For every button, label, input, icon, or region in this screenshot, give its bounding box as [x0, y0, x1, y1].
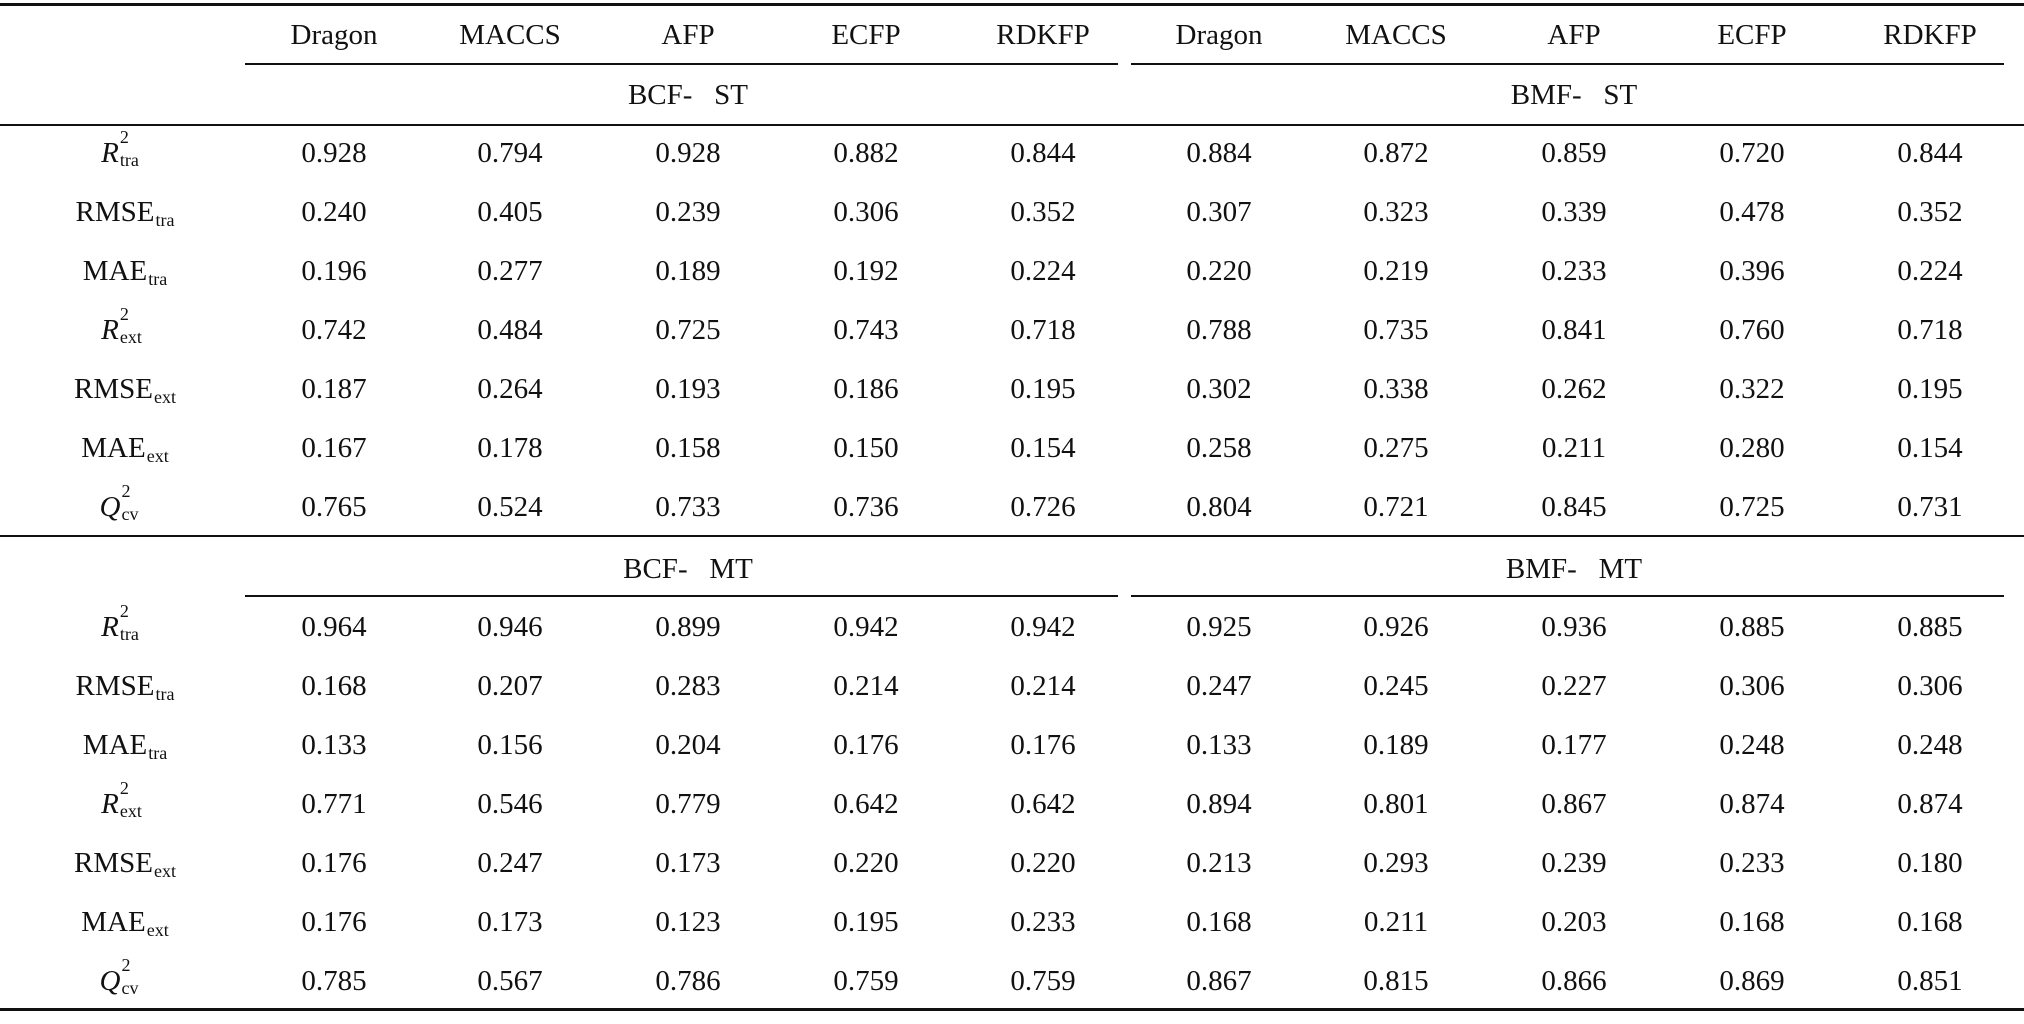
value-cell: 0.845 — [1541, 490, 1607, 523]
metric-scripts — [119, 600, 149, 644]
value-cell: 0.193 — [655, 372, 721, 405]
value-cell: 0.211 — [1541, 431, 1607, 464]
column-header: Dragon — [290, 18, 378, 51]
value-cell: 0.567 — [477, 964, 543, 997]
value-cell: 0.928 — [655, 136, 721, 169]
value-cell: 0.189 — [1363, 728, 1429, 761]
value-cell: 0.133 — [301, 728, 367, 761]
metric-scripts — [120, 480, 150, 524]
value-cell: 0.405 — [477, 195, 543, 228]
value-cell: 0.352 — [1010, 195, 1076, 228]
metric-subscript: tra — [155, 209, 175, 230]
value-cell: 0.306 — [1897, 669, 1963, 702]
group-rule-left — [245, 595, 1118, 597]
metric-symbol: R — [101, 610, 119, 643]
metric-scripts — [119, 303, 149, 347]
value-cell: 0.338 — [1363, 372, 1429, 405]
value-cell: 0.306 — [1719, 669, 1785, 702]
value-cell: 0.302 — [1186, 372, 1252, 405]
value-cell: 0.133 — [1186, 728, 1252, 761]
metric-label — [10, 423, 240, 473]
value-cell: 0.794 — [477, 136, 543, 169]
metric-superscript: 2 — [121, 480, 131, 501]
column-header: RDKFP — [1883, 18, 1977, 51]
value-cell: 0.123 — [655, 905, 721, 938]
value-cell: 0.936 — [1541, 610, 1607, 643]
value-cell: 0.322 — [1719, 372, 1785, 405]
value-cell: 0.150 — [833, 431, 899, 464]
metric-superscript: 2 — [119, 303, 129, 324]
group-rule-right — [1131, 595, 2004, 597]
value-cell: 0.195 — [1897, 372, 1963, 405]
metric-label — [10, 897, 240, 947]
value-cell: 0.233 — [1010, 905, 1076, 938]
section-rule — [0, 124, 2024, 126]
metric-superscript: 2 — [119, 600, 129, 621]
value-cell: 0.720 — [1719, 136, 1785, 169]
top-rule — [0, 3, 2024, 6]
metric-label — [10, 128, 240, 178]
value-cell: 0.841 — [1541, 313, 1607, 346]
value-cell: 0.736 — [833, 490, 899, 523]
group-label: BCF- MT — [623, 552, 753, 585]
column-header: AFP — [661, 18, 715, 51]
metric-superscript: 2 — [119, 126, 129, 147]
column-header: RDKFP — [996, 18, 1090, 51]
metric-symbol: Q — [99, 490, 121, 523]
value-cell: 0.779 — [655, 787, 721, 820]
value-cell: 0.760 — [1719, 313, 1785, 346]
value-cell: 0.844 — [1897, 136, 1963, 169]
metric-subscript: cv — [121, 503, 139, 524]
value-cell: 0.168 — [1897, 905, 1963, 938]
metric-symbol: MAE — [82, 254, 148, 287]
metric-superscript: 2 — [121, 954, 131, 975]
metric-subscript: tra — [155, 683, 175, 704]
value-cell: 0.859 — [1541, 136, 1607, 169]
value-cell: 0.168 — [1719, 905, 1785, 938]
value-cell: 0.280 — [1719, 431, 1785, 464]
metric-symbol: Q — [99, 964, 121, 997]
value-cell: 0.765 — [301, 490, 367, 523]
metric-subscript: ext — [146, 445, 169, 466]
metric-label — [10, 187, 240, 237]
value-cell: 0.189 — [655, 254, 721, 287]
value-cell: 0.788 — [1186, 313, 1252, 346]
value-cell: 0.211 — [1363, 905, 1429, 938]
metric-scripts — [119, 777, 149, 821]
value-cell: 0.203 — [1541, 905, 1607, 938]
value-cell: 0.245 — [1363, 669, 1429, 702]
value-cell: 0.731 — [1897, 490, 1963, 523]
value-cell: 0.239 — [655, 195, 721, 228]
value-cell: 0.239 — [1541, 846, 1607, 879]
value-cell: 0.946 — [477, 610, 543, 643]
value-cell: 0.885 — [1719, 610, 1785, 643]
section-divider-rule — [0, 535, 2024, 537]
metric-label — [10, 482, 240, 532]
value-cell: 0.283 — [655, 669, 721, 702]
column-header: ECFP — [831, 18, 901, 51]
value-cell: 0.306 — [833, 195, 899, 228]
value-cell: 0.867 — [1186, 964, 1252, 997]
value-cell: 0.156 — [477, 728, 543, 761]
value-cell: 0.248 — [1719, 728, 1785, 761]
metric-subscript: tra — [148, 742, 168, 763]
metric-subscript: ext — [146, 919, 169, 940]
value-cell: 0.872 — [1363, 136, 1429, 169]
value-cell: 0.277 — [477, 254, 543, 287]
value-cell: 0.642 — [833, 787, 899, 820]
value-cell: 0.815 — [1363, 964, 1429, 997]
value-cell: 0.894 — [1186, 787, 1252, 820]
value-cell: 0.227 — [1541, 669, 1607, 702]
value-cell: 0.352 — [1897, 195, 1963, 228]
value-cell: 0.214 — [1010, 669, 1076, 702]
value-cell: 0.642 — [1010, 787, 1076, 820]
value-cell: 0.204 — [655, 728, 721, 761]
value-cell: 0.742 — [301, 313, 367, 346]
metric-subscript: cv — [121, 977, 139, 998]
column-header: AFP — [1547, 18, 1601, 51]
metric-label — [10, 305, 240, 355]
value-cell: 0.258 — [1186, 431, 1252, 464]
column-header-rule-left — [245, 63, 1118, 65]
metric-symbol: MAE — [81, 431, 146, 464]
value-cell: 0.167 — [301, 431, 367, 464]
value-cell: 0.786 — [655, 964, 721, 997]
metric-symbol: R — [101, 787, 119, 820]
metric-subscript: ext — [153, 386, 176, 407]
value-cell: 0.726 — [1010, 490, 1076, 523]
value-cell: 0.248 — [1897, 728, 1963, 761]
value-cell: 0.176 — [301, 905, 367, 938]
metric-scripts — [120, 954, 150, 998]
value-cell: 0.262 — [1541, 372, 1607, 405]
column-header-rule-right — [1131, 63, 2004, 65]
value-cell: 0.339 — [1541, 195, 1607, 228]
value-cell: 0.524 — [477, 490, 543, 523]
value-cell: 0.718 — [1897, 313, 1963, 346]
value-cell: 0.214 — [833, 669, 899, 702]
value-cell: 0.785 — [301, 964, 367, 997]
metric-label — [10, 838, 240, 888]
value-cell: 0.882 — [833, 136, 899, 169]
metric-symbol: RMSE — [74, 372, 153, 405]
metric-label — [10, 779, 240, 829]
value-cell: 0.220 — [833, 846, 899, 879]
value-cell: 0.866 — [1541, 964, 1607, 997]
value-cell: 0.247 — [1186, 669, 1252, 702]
value-cell: 0.219 — [1363, 254, 1429, 287]
value-cell: 0.546 — [477, 787, 543, 820]
value-cell: 0.759 — [1010, 964, 1076, 997]
column-header: MACCS — [459, 18, 561, 51]
value-cell: 0.926 — [1363, 610, 1429, 643]
metric-label — [10, 364, 240, 414]
group-label: BMF- ST — [1510, 78, 1638, 111]
metric-symbol: R — [101, 136, 119, 169]
value-cell: 0.154 — [1897, 431, 1963, 464]
value-cell: 0.874 — [1719, 787, 1785, 820]
value-cell: 0.874 — [1897, 787, 1963, 820]
value-cell: 0.942 — [833, 610, 899, 643]
value-cell: 0.195 — [1010, 372, 1076, 405]
value-cell: 0.942 — [1010, 610, 1076, 643]
value-cell: 0.176 — [301, 846, 367, 879]
value-cell: 0.844 — [1010, 136, 1076, 169]
value-cell: 0.195 — [833, 905, 899, 938]
value-cell: 0.196 — [301, 254, 367, 287]
value-cell: 0.759 — [833, 964, 899, 997]
value-cell: 0.925 — [1186, 610, 1252, 643]
value-cell: 0.178 — [477, 431, 543, 464]
value-cell: 0.158 — [655, 431, 721, 464]
metric-subscript: tra — [148, 268, 168, 289]
group-label: BCF- ST — [627, 78, 749, 111]
value-cell: 0.233 — [1719, 846, 1785, 879]
column-header: Dragon — [1175, 18, 1263, 51]
value-cell: 0.478 — [1719, 195, 1785, 228]
value-cell: 0.899 — [655, 610, 721, 643]
value-cell: 0.867 — [1541, 787, 1607, 820]
value-cell: 0.735 — [1363, 313, 1429, 346]
value-cell: 0.928 — [301, 136, 367, 169]
value-cell: 0.275 — [1363, 431, 1429, 464]
metric-subscript: ext — [119, 326, 142, 347]
metric-label — [10, 720, 240, 770]
value-cell: 0.220 — [1010, 846, 1076, 879]
metric-symbol: MAE — [81, 905, 146, 938]
value-cell: 0.743 — [833, 313, 899, 346]
value-cell: 0.168 — [1186, 905, 1252, 938]
metric-superscript: 2 — [119, 777, 129, 798]
value-cell: 0.718 — [1010, 313, 1076, 346]
value-cell: 0.725 — [655, 313, 721, 346]
metric-symbol: RMSE — [74, 846, 153, 879]
value-cell: 0.884 — [1186, 136, 1252, 169]
metric-subscript: ext — [153, 860, 176, 881]
value-cell: 0.233 — [1541, 254, 1607, 287]
metric-symbol: RMSE — [75, 195, 155, 228]
value-cell: 0.851 — [1897, 964, 1963, 997]
metric-symbol: RMSE — [75, 669, 155, 702]
value-cell: 0.180 — [1897, 846, 1963, 879]
value-cell: 0.293 — [1363, 846, 1429, 879]
value-cell: 0.240 — [301, 195, 367, 228]
value-cell: 0.804 — [1186, 490, 1252, 523]
metric-subscript: tra — [119, 149, 139, 170]
value-cell: 0.733 — [655, 490, 721, 523]
value-cell: 0.247 — [477, 846, 543, 879]
value-cell: 0.213 — [1186, 846, 1252, 879]
value-cell: 0.207 — [477, 669, 543, 702]
value-cell: 0.220 — [1186, 254, 1252, 287]
value-cell: 0.801 — [1363, 787, 1429, 820]
column-header: MACCS — [1345, 18, 1447, 51]
value-cell: 0.396 — [1719, 254, 1785, 287]
metric-label — [10, 602, 240, 652]
value-cell: 0.192 — [833, 254, 899, 287]
value-cell: 0.224 — [1010, 254, 1076, 287]
value-cell: 0.721 — [1363, 490, 1429, 523]
value-cell: 0.154 — [1010, 431, 1076, 464]
value-cell: 0.224 — [1897, 254, 1963, 287]
metric-scripts — [119, 126, 149, 170]
metric-label — [10, 246, 240, 296]
value-cell: 0.885 — [1897, 610, 1963, 643]
value-cell: 0.964 — [301, 610, 367, 643]
value-cell: 0.484 — [477, 313, 543, 346]
metric-subscript: ext — [119, 800, 142, 821]
metric-label — [10, 956, 240, 1006]
value-cell: 0.869 — [1719, 964, 1785, 997]
metric-subscript: tra — [119, 623, 139, 644]
value-cell: 0.771 — [301, 787, 367, 820]
value-cell: 0.307 — [1186, 195, 1252, 228]
value-cell: 0.725 — [1719, 490, 1785, 523]
value-cell: 0.173 — [477, 905, 543, 938]
value-cell: 0.186 — [833, 372, 899, 405]
value-cell: 0.323 — [1363, 195, 1429, 228]
value-cell: 0.187 — [301, 372, 367, 405]
bottom-rule — [0, 1008, 2024, 1011]
value-cell: 0.176 — [833, 728, 899, 761]
column-header: ECFP — [1717, 18, 1787, 51]
value-cell: 0.176 — [1010, 728, 1076, 761]
value-cell: 0.173 — [655, 846, 721, 879]
value-cell: 0.264 — [477, 372, 543, 405]
value-cell: 0.168 — [301, 669, 367, 702]
metric-symbol: R — [101, 313, 119, 346]
value-cell: 0.177 — [1541, 728, 1607, 761]
group-label: BMF- MT — [1505, 552, 1643, 585]
metric-label — [10, 661, 240, 711]
metric-symbol: MAE — [82, 728, 148, 761]
